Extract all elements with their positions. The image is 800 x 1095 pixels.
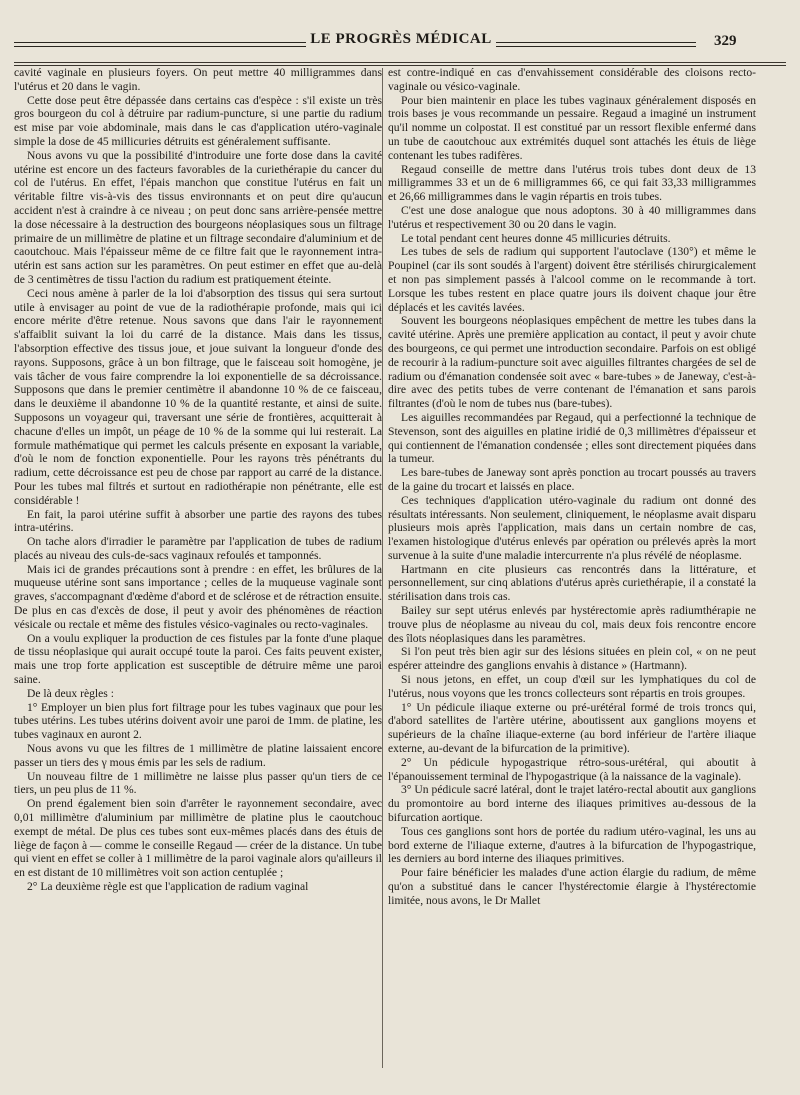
paragraph: Pour faire bénéficier les malades d'une action élargie du radium, de même qu'on a substitué dans le cancer l'hystérectomie élargie à l'hystérectomie limitée, nous avons, le Dr Mallet [388,866,756,907]
paragraph: Mais ici de grandes précautions sont à prendre : en effet, les brûlures de la muqueuse utérine sont sans importance ; celles de la muqueuse vaginale sont graves, s'accompagnant d'œdème d'abord et de sclérose et de rétraction ensuite. De plus en cas d'excès de dose, il peut y avoir des phénomènes de réaction vésicale ou rectale et même des fistules vésico-vaginales ou recto-vaginales. [14,562,382,631]
paragraph: 3° Un pédicule sacré latéral, dont le trajet latéro-rectal aboutit aux ganglions du promontoire au bord interne des iliaques primitives au-dessous de la bifurcation aortique. [388,783,756,825]
running-head [14,28,786,52]
paragraph: Nous avons vu que la possibilité d'introduire une forte dose dans la cavité utérine est encore un des facteurs favorables de la curiethérapie du cancer du col de l'utérus. En effet, l'épais manchon que constitue l'utérus en fait un véritable filtre vis-à-vis des tissus environnants et on peut dire qu'aucun accident n'est à craindre à ce niveau ; on peut donc sans arrière-pensée mettre la dose nécessaire à la destruction des bourgeons néoplasiques sous un filtrage primaire de un millimètre de platine et un filtrage secondaire d'aluminium et de caoutchouc. Mais l'épaisseur même de ce filtre fait que le rayonnement intra-utérin est sans action sur les paramètres. On peut estimer en effet que au-delà de 3 centimètres de tissu l'action du radium est pratiquement éteinte. [14,148,382,286]
paragraph: On prend également bien soin d'arrêter le rayonnement secondaire, avec 0,01 millimètre d'aluminium par millimètre de platine plus le caoutchouc exempt de métal. De plus ces tubes sont eux-mêmes placés dans des étuis de liège de façon à — comme le conseille Regaud — créer de la distance. Un tube qui vient en effet se coller à 1 millimètre de la paroi vaginale alors qu'ailleurs il en est distant de 10 millimètres voit son action centuplée ; [14,797,382,880]
paragraph: Bailey sur sept utérus enlevés par hystérectomie après radiumthérapie ne trouve plus de néoplasme au niveau du col, mais deux fois rencontre encore des îlots néoplasiques dans les paramètres. [388,604,756,645]
paragraph: Pour bien maintenir en place les tubes vaginaux généralement disposés en trois bases je vous recommande un pessaire. Regaud a imaginé un instrument qu'il nomme un colpostat. Il est constitué par un ressort flexible enfermé dans un tube de caoutchouc aux extrémités duquel sont attachés les étuis de liège contenant les tubes radifères. [388,93,756,162]
paragraph: Les aiguilles recommandées par Regaud, qui a perfectionné la technique de Stevenson, sont des aiguilles en platine iridié de 0,3 millimètres d'épaisseur et qui contiennent de l'émanation condensée ; elles sont directement piquées dans la tumeur. [388,410,756,466]
journal-title: LE PROGRÈS MÉDICAL [310,31,492,47]
paragraph: Un nouveau filtre de 1 millimètre ne laisse plus passer qu'un tiers de ce tiers, un peu plus de 11 %. [14,769,382,797]
paragraph: 2° Un pédicule hypogastrique rétro-sous-urétéral, qui aboutit à l'épanouissement terminal de l'hypogastrique (à la naissance de la vaginale). [388,755,756,783]
paragraph: Hartmann en cite plusieurs cas rencontrés dans la littérature, et personnellement, sur cinq ablations d'utérus après curiethérapie, il a constaté la stérilisation dans trois cas. [388,562,756,604]
paragraph: C'est une dose analogue que nous adoptons. 30 à 40 milligrammes dans l'utérus et respectivement 30 ou 20 dans le vagin. [388,203,756,231]
paragraph: Les tubes de sels de radium qui supportent l'autoclave (130°) et même le Poupinel (car ils sont soudés à l'argent) doivent être stérilisés chirurgicalement et non pas simplement passés à l'alcool comme on le recommande à tort. Lorsque les tubes restent en place quatre jours ils doivent chaque jour être déplacés et les cavités lavées. [388,245,756,314]
right-column [388,66,756,1076]
paragraph: Regaud conseille de mettre dans l'utérus trois tubes dont deux de 13 milligrammes 33 et un de 6 milligrammes 66, ce qui fait 33,33 milligrammes et 26,66 milligrammes dans le vagin répartis en trois tubes. [388,162,756,204]
paragraph: 1° Employer un bien plus fort filtrage pour les tubes vaginaux que pour les tubes utérins. Les tubes utérins doivent avoir une paroi de 1mm. de platine, les tubes vaginaux en auront 2. [14,700,382,742]
paragraph: Ces techniques d'application utéro-vaginale du radium ont donné des résultats intéressants. Non seulement, cliniquement, le néoplasme avait disparu plusieurs mois après l'application, mais dans un certain nombre de cas, l'examen histologique d'utérus enlevés par opération ou prélevés après la mort survenue à la suite d'une maladie intercurrente n'a plus révélé de néoplasme. [388,493,756,562]
paragraph: Si nous jetons, en effet, un coup d'œil sur les lymphatiques du col de l'utérus, nous voyons que les troncs collecteurs sont répartis en trois groupes. [388,673,756,700]
paragraph: cavité vaginale en plusieurs foyers. On peut mettre 40 milligrammes dans l'utérus et 20 dans le vagin. [14,66,382,93]
paragraph: Nous avons vu que les filtres de 1 millimètre de platine laissaient encore passer un tiers des γ mous émis par les sels de radium. [14,742,382,769]
left-column [14,66,382,1076]
header-rule-right [496,42,696,47]
column-divider [382,68,383,1068]
paragraph: Tous ces ganglions sont hors de portée du radium utéro-vaginal, les uns au bord externe de l'iliaque externe, d'autres à la bifurcation de l'hypogastrique, les derniers au bord interne des iliaques primitives. [388,824,756,866]
paragraph: On tache alors d'irradier le paramètre par l'application de tubes de radium placés au niveau des culs-de-sacs vaginaux refoulés et tamponnés. [14,535,382,562]
paragraph: Le total pendant cent heures donne 45 millicuries détruits. [401,231,671,245]
paragraph: Cette dose peut être dépassée dans certains cas d'espèce : s'il existe un très gros bourgeon du col à détruire par radium-puncture, si une partie du radium est mise par voie abdominale, mais dans le cas d'application utéro-vaginale simple la dose de 45 millicuries détruits est généralement suffisante. [14,93,382,148]
paragraph: Souvent les bourgeons néoplasiques empêchent de mettre les tubes dans la cavité utérine. Après une première application au contact, il peut y avoir chute des bourgeons, ce qui permet une introduction secondaire. Parfois on est obligé de recourir à la radium-puncture soit avec aiguilles filtrantes chargées de sel de radium ou d'émanation condensée soit avec « bare-tubes » de Janeway, c'est-à-dire avec des petits tubes de verre contenant de l'émanation et sans parois filtrantes (d'où le nom de tubes nus (bare-tubes). [388,314,756,411]
paragraph: Ceci nous amène à parler de la loi d'absorption des tissus qui sera surtout utile à envisager au point de vue de la radiothérapie profonde, mais qui ici encore mérite d'être retenue. Nous savons que dans l'air le rayonnement s'affaiblit suivant la loi du carré de la distance. Mais dans les tissus, l'absorption effective des tissus joue, et joue suivant la longueur d'onde des rayons. Supposons, grâce à un bon filtrage, que le faisceau soit homogène, je vais tâcher de vous faire comprendre la loi exponentielle de sa décroissance. Supposons que dans le premier centimètre il abandonne 10 % de ce faisceau, dans le deuxième il abandonne 10 % de la quantité restante, et ainsi de suite. Supposons un voyageur qui, traversant une série de frontières, acquitterait à chacune d'elles un impôt, un péage de 10 % de la somme qui lui resterait. La formule mathématique qui permet les calculs présente en exposant la variable, d'où le nom de fonction exponentielle. Pour les rayons très pénétrants du radium, cette décroissance est peu de chose par rapport au carré de la distance. Pour les tubes mal filtrés et surtout en radiothérapie non pénétrante, elle est considérable ! [14,286,382,507]
paragraph: Si l'on peut très bien agir sur des lésions situées en plein col, « on ne peut espérer atteindre des ganglions envahis à distance » (Hartmann). [388,645,756,673]
paragraph: On a voulu expliquer la production de ces fistules par la fonte d'une plaque de tissu néoplasique qui aurait occupé toute la paroi. Ces faits peuvent exister, mais une trop forte application est susceptible de détruire même une paroi saine. [14,631,382,687]
paragraph: De là deux règles : [27,686,114,700]
paragraph: Les bare-tubes de Janeway sont après ponction au trocart poussés au travers de la gaine du trocart et laissés en place. [388,466,756,493]
paragraph: En fait, la paroi utérine suffit à absorber une partie des rayons des tubes intra-utérins. [14,507,382,535]
paragraph: est contre-indiqué en cas d'envahissement considérable des cloisons recto-vaginale ou vésico-vaginale. [388,66,756,93]
header-rule-left [14,42,306,47]
paragraph: 2° La deuxième règle est que l'application de radium vaginal [27,880,309,894]
paragraph: 1° Un pédicule iliaque externe ou pré-urétéral formé de trois troncs qui, d'abord satellites de l'artère utérine, aboutissent aux ganglions moyens et supérieurs de la chaîne iliaque-externe (au bord inférieur de l'artère iliaque externe, au-devant de la bifurcation de la primitive). [388,700,756,756]
page-number: 329 [714,33,737,49]
